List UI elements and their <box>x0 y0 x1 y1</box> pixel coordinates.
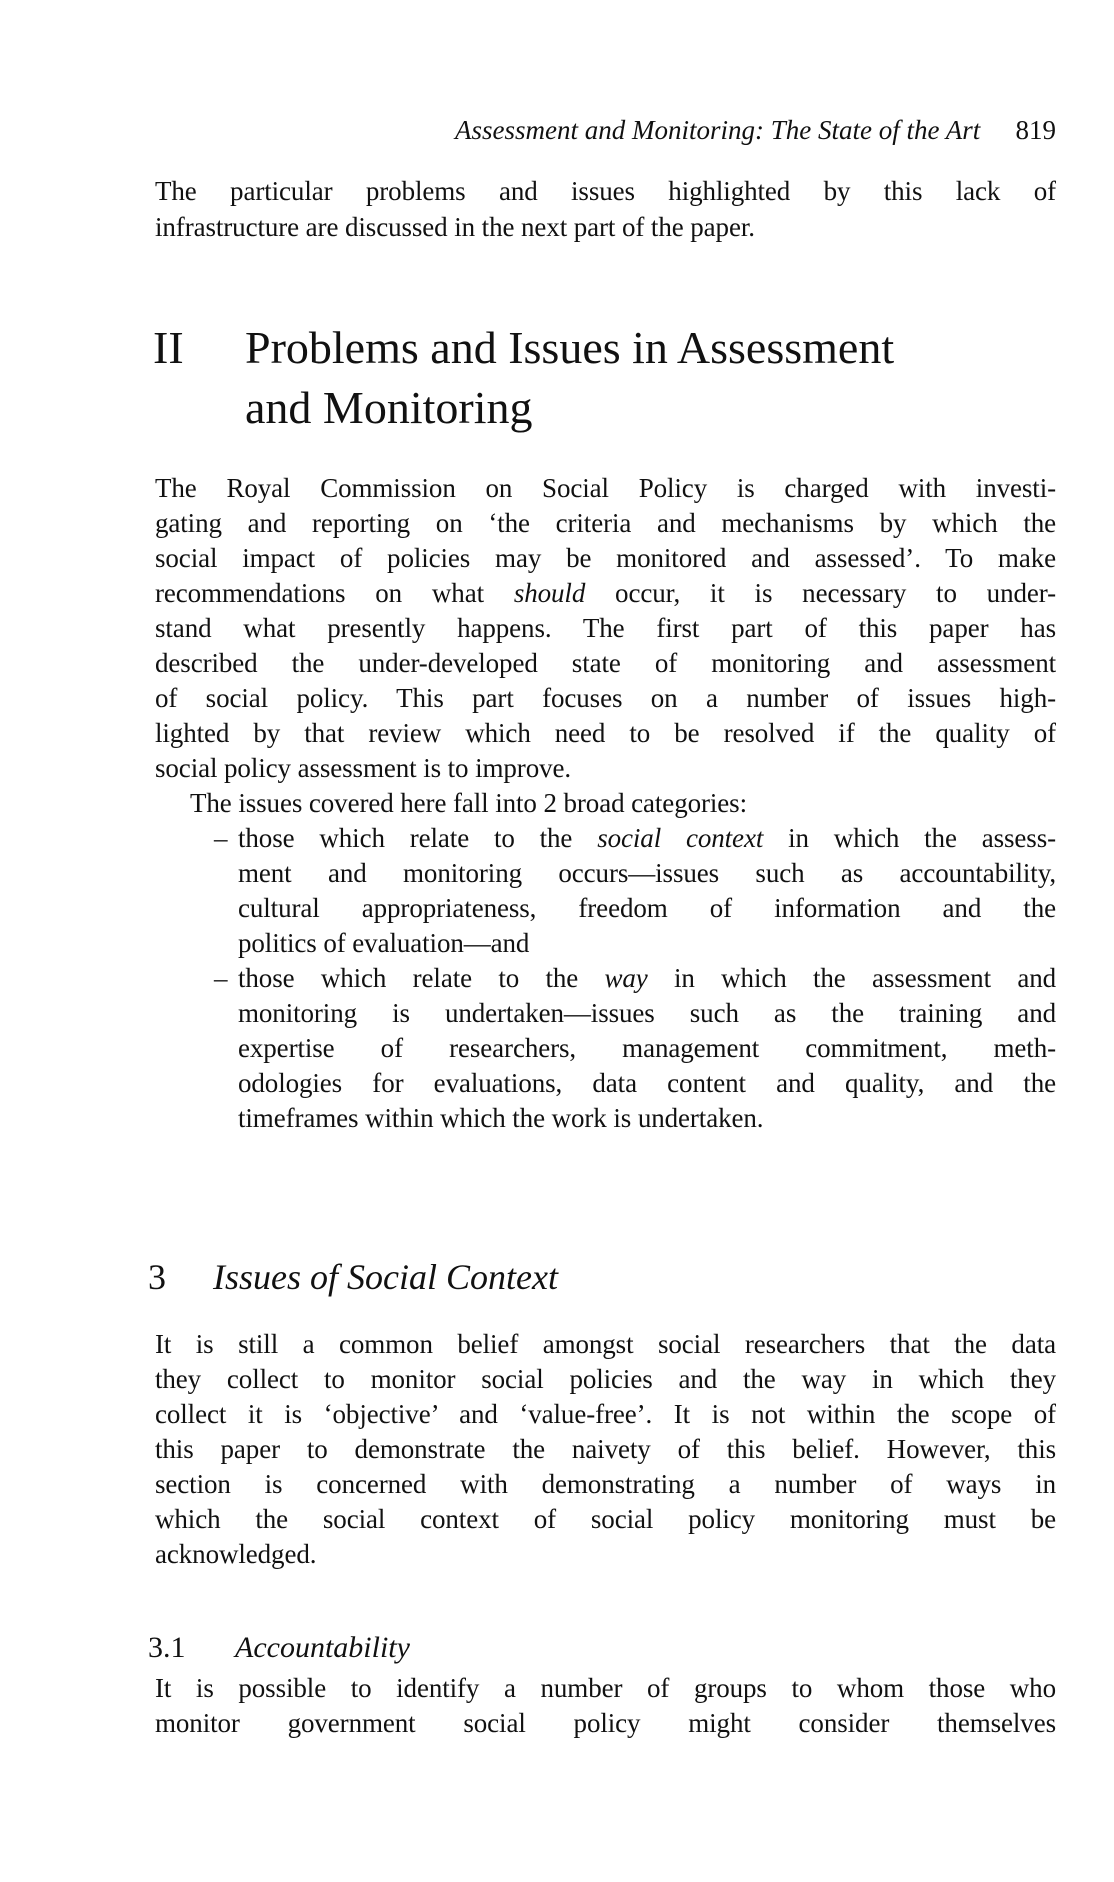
running-header-title: Assessment and Monitoring: The State of the Art <box>455 115 981 145</box>
text-run: in which the assessment and <box>647 963 1056 993</box>
list-item-line <box>238 960 1056 996</box>
section-number: 3 <box>148 1257 166 1297</box>
running-header <box>455 112 1056 148</box>
paragraph-line: acknowledged. <box>155 1539 317 1569</box>
list-item-line: odologies for evaluations, data content and quality, and the <box>238 1068 1056 1098</box>
part-title-line: and Monitoring <box>245 382 533 433</box>
list-item-line: cultural appropriateness, freedom of information and the <box>238 893 1056 923</box>
paragraph-line: It is still a common belief amongst social researchers that the data <box>155 1329 1056 1359</box>
section-title: Issues of Social Context <box>213 1257 558 1297</box>
paragraph-line: social impact of policies may be monitored and assessed’. To make <box>155 543 1056 573</box>
paragraph-line: which the social context of social policy monitoring must be <box>155 1504 1056 1534</box>
text-run: those which relate to the <box>238 823 598 853</box>
subsection-number: 3.1 <box>148 1631 186 1664</box>
paragraph-line: lighted by that review which need to be resolved if the quality of <box>155 718 1056 748</box>
paragraph-line: social policy assessment is to improve. <box>155 753 572 783</box>
list-item-line: monitoring is undertaken—issues such as the training and <box>238 998 1056 1028</box>
part-number: II <box>153 322 184 373</box>
list-item-line <box>238 820 1056 856</box>
list-item-line: expertise of researchers, management commitment, meth- <box>238 1033 1056 1063</box>
paragraph-line: of social policy. This part focuses on a number of issues high- <box>155 683 1056 713</box>
paragraph-line: described the under-developed state of monitoring and assessment <box>155 648 1056 678</box>
page-number: 819 <box>1015 115 1056 145</box>
paragraph-line: gating and reporting on ‘the criteria and mechanisms by which the <box>155 508 1056 538</box>
paragraph-line: The Royal Commission on Social Policy is charged with investi- <box>155 473 1056 503</box>
list-dash: – <box>214 823 228 853</box>
paragraph-line: The particular problems and issues highlighted by this lack of <box>155 176 1056 206</box>
paragraph-line: this paper to demonstrate the naivety of this belief. However, this <box>155 1434 1056 1464</box>
emphasis-text: social context <box>597 823 764 853</box>
list-item-line: timeframes within which the work is undertaken. <box>238 1103 764 1133</box>
part-title-line: Problems and Issues in Assessment <box>245 322 895 373</box>
categories-intro: The issues covered here fall into 2 broad categories: <box>190 788 747 818</box>
text-run: occur, it is necessary to under- <box>585 578 1056 608</box>
text-run: recommendations on what <box>155 578 514 608</box>
paragraph-line <box>155 575 1056 611</box>
paragraph-line: section is concerned with demonstrating a number of ways in <box>155 1469 1056 1499</box>
list-item-line: ment and monitoring occurs—issues such as accountability, <box>238 858 1056 888</box>
paragraph-line: It is possible to identify a number of groups to whom those who <box>155 1673 1056 1703</box>
paragraph-line: infrastructure are discussed in the next part of the paper. <box>155 212 755 242</box>
paragraph-line: collect it is ‘objective’ and ‘value-free’. It is not within the scope of <box>155 1399 1056 1429</box>
paragraph-line: they collect to monitor social policies and the way in which they <box>155 1364 1056 1394</box>
list-item-line: politics of evaluation—and <box>238 928 530 958</box>
paragraph-line: stand what presently happens. The first part of this paper has <box>155 613 1056 643</box>
emphasis-text: should <box>513 578 586 608</box>
paragraph-line: monitor government social policy might consider themselves <box>155 1708 1056 1738</box>
list-dash: – <box>214 963 228 993</box>
subsection-title: Accountability <box>235 1631 410 1664</box>
text-run: those which relate to the <box>238 963 605 993</box>
emphasis-text: way <box>604 963 648 993</box>
text-run: in which the assess- <box>763 823 1056 853</box>
